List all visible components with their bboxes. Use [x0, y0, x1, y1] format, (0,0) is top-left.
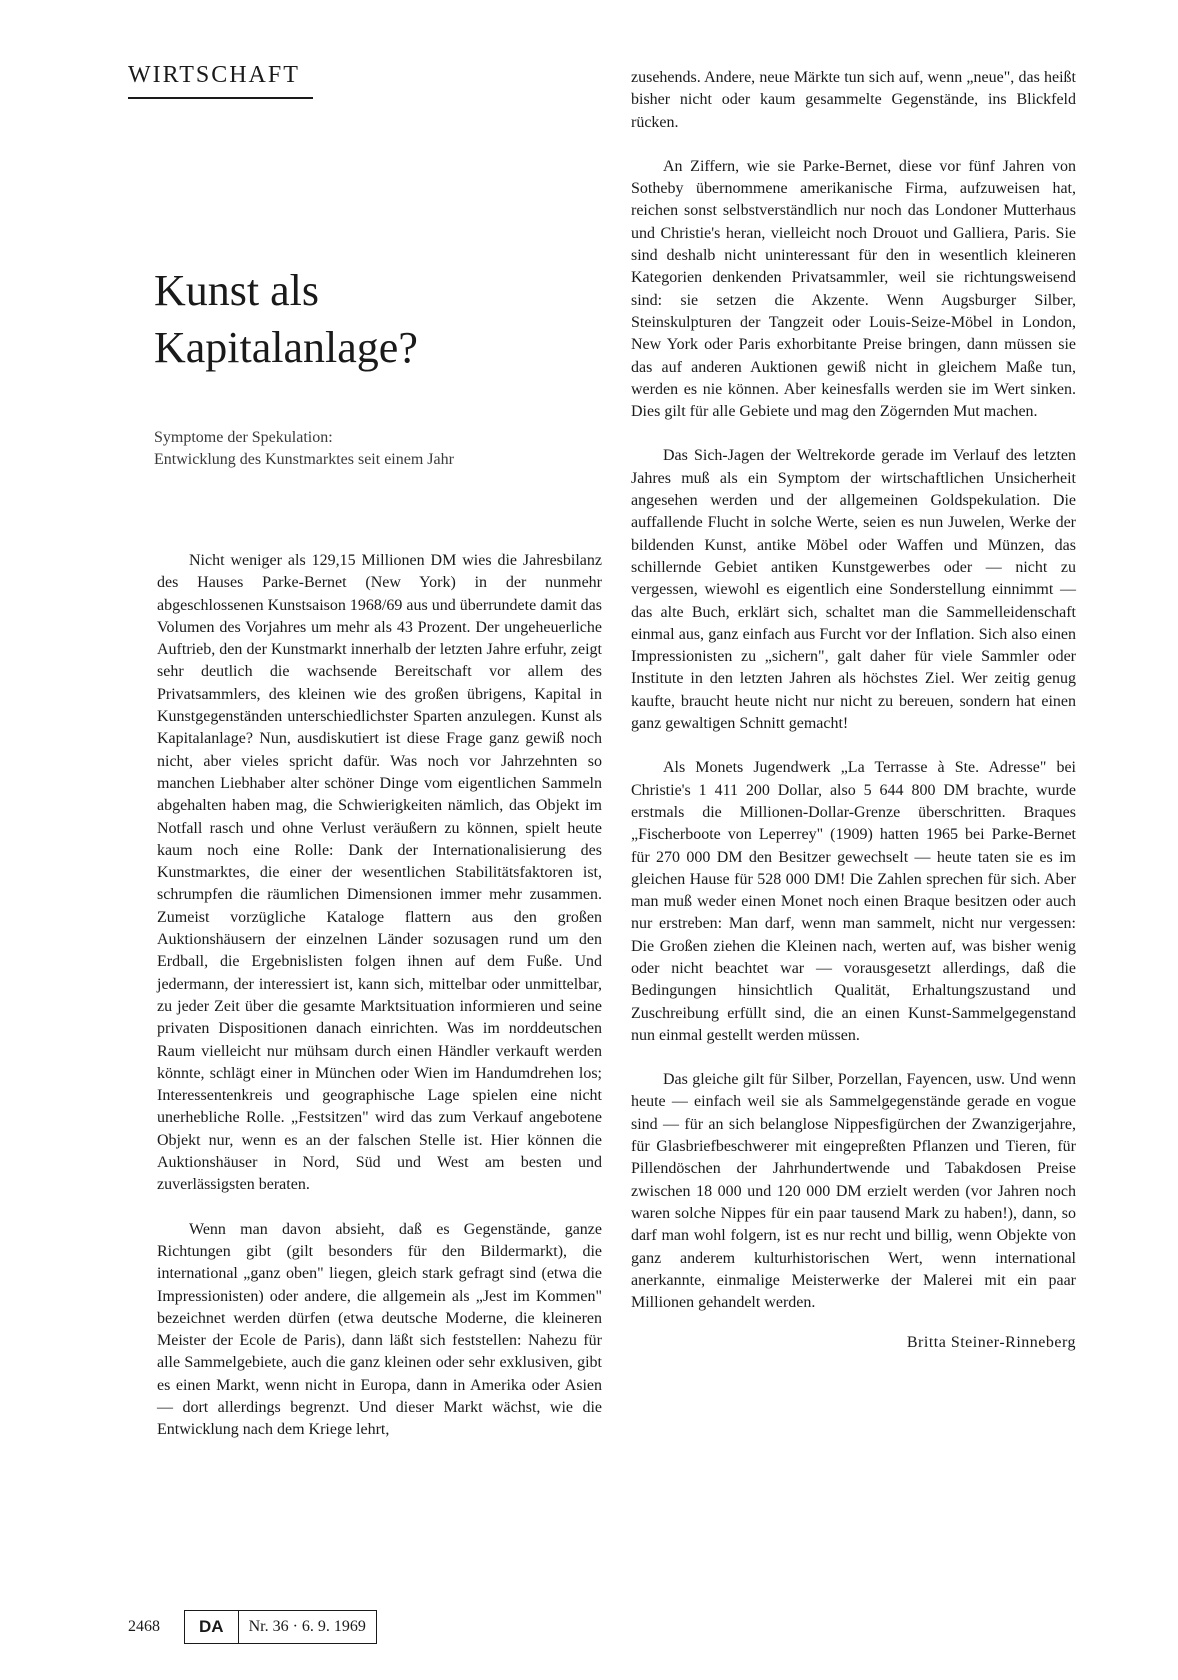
page-footer — [128, 1610, 377, 1644]
headline-line-1: Kunst als — [154, 266, 319, 315]
issue-box — [184, 1610, 377, 1644]
article-headline — [154, 262, 594, 376]
subtitle-line-1: Symptome der Spekulation: — [154, 429, 333, 446]
right-column — [631, 67, 1076, 1355]
paragraph: zusehends. Andere, neue Märkte tun sich auf, wenn „neue", das heißt bisher nicht oder kaum gesammelte Gegenstände, ins Blickfeld rücken. — [631, 69, 1076, 131]
paragraph: Das gleiche gilt für Silber, Porzellan, Fayencen, usw. Und wenn heute — einfach weil sie als Sammelgegenstände gerade en vogue sind — für an sich belanglose Nippesfigürchen der Zwanzigerjahre, für Glasbriefbeschwerer mit eingepreßten Pflanzen und Tieren, für Pillendöschen der Jahrhundertwende und Tabakdosen Preise zwischen 18 000 und 120 000 DM erzielt werden (vor Jahren noch waren solche Nippes für ein paar tausend Mark zu haben!), dann, so darf man wohl folgern, ist es nur recht und billig, wenn Objekte von ganz anderem kulturhistorischen Wert, wenn international anerkannte, einmalige Meisterwerke der Malerei mit ein paar Millionen gehandelt werden. — [631, 1071, 1076, 1312]
paragraph: An Ziffern, wie sie Parke-Bernet, diese vor fünf Jahren von Sotheby übernommene amerikanische Firma, aufzuweisen hat, reichen sonst selbstverständlich nur noch das Londoner Mutterhaus und Christie's heran, vielleicht noch Drouot und Galliera, Paris. Sie sind deshalb nicht uninteressant für den in wesentlich kleineren Kategorien denkenden Privatsammler, weil sie richtungsweisend sind: sie setzen die Akzente. Wenn Augsburger Silber, Steinskulpturen der Tangzeit oder Louis-Seize-Möbel in London, New York oder Paris exhorbitante Preise bringen, dann müssen sie das auf anderen Auktionen gewiß nicht in gleichem Maße tun, werden es nie können. Aber keinesfalls werden sie im Wert sinken. Dies gilt für alle Gebiete und mag den Zögernden Mut machen. — [631, 157, 1076, 421]
magazine-logo: DA — [185, 1611, 239, 1643]
author-byline: Britta Steiner-Rinneberg — [906, 1334, 1076, 1352]
subtitle-line-2: Entwicklung des Kunstmarktes seit einem Jahr — [154, 451, 454, 468]
issue-info: Nr. 36 · 6. 9. 1969 — [248, 1618, 366, 1635]
page-number: 2468 — [128, 1618, 160, 1635]
paragraph: Als Monets Jugendwerk „La Terrasse à Ste. Adresse" bei Christie's 1 411 200 Dollar, also 5 644 800 DM brachte, wurde erstmals die Millionen-Dollar-Grenze überschritten. Braques „Fischerboote von Leperrey" (1909) hatten 1965 bei Parke-Bernet für 270 000 DM den Besitzer gewechselt — heute taten sie es im gleichen Hause für 528 000 DM! Die Zahlen sprechen für sich. Aber man muß weder einen Monet noch einen Braque besitzen oder auch nur erstreben: Man darf, wenn man sammelt, nicht nur vergessen: Die Großen ziehen die Kleinen nach, werten auf, was bisher wenig oder nicht beachtet war — vorausgesetzt allerdings, daß die Bedingungen hinsichtlich Qualität, Erhaltungszustand und Zuschreibung erfüllt sind, die an einen Kunst-Sammelgegenstand nun einmal gestellt werden müssen. — [631, 759, 1076, 1044]
left-column — [157, 550, 602, 1464]
paragraph: Nicht weniger als 129,15 Millionen DM wies die Jahresbilanz des Hauses Parke-Bernet (New York) in der nunmehr abgeschlossenen Kunstsaison 1968/69 aus und überrundete damit das Volumen des Vorjahres um mehr als 43 Prozent. Der ungeheuerliche Auftrieb, den der Kunstmarkt innerhalb der letzten Jahre erfuhr, zeigt sehr deutlich die wachsende Bereitschaft vor allem des Privatsammlers, des kleinen wie des großen übrigens, Kapital in Kunstgegenständen unterschiedlichster Sparten anzulegen. Kunst als Kapitalanlage? Nun, ausdiskutiert ist diese Frage ganz gewiß noch nicht, aber vieles spricht dafür. Was noch vor Jahrzehnten so manchen Liebhaber alter schöner Dinge vom eigentlichen Sammeln abgehalten haben mag, die Schwierigkeiten nämlich, das Objekt im Notfall rasch und ohne Verlust veräußern zu können, spielt heute kaum noch eine Rolle: Dank der Internationalisierung des Kunstmarktes, die einer der wesentlichen Stabilitätsfaktoren ist, schrumpfen die räumlichen Dimensionen immer mehr zusammen. Zumeist vorzügliche Kataloge flattern aus den großen Auktionshäusern der einzelnen Länder sozusagen rund um den Erdball, die Ergebnislisten folgen ihnen auf dem Fuße. Und jedermann, der interessiert ist, kann sich, mittelbar oder unmittelbar, zu jeder Zeit über die gesamte Marktsituation informieren und seine privaten Dispositionen danach einrichten. Was im norddeutschen Raum vielleicht nur mühsam durch einen Händler verkauft werden könnte, schlägt einer in München oder Wien im Handumdrehen los; Interessentenkreis und geographische Lage spielen eine nicht unerhebliche Rolle. „Festsitzen" wird das zum Verkauf angebotene Objekt nur, wenn es an der falschen Stelle ist. Hier können die Auktionshäuser in Nord, Süd und West am besten und zuverlässigsten beraten. — [157, 552, 602, 1194]
section-label: WIRTSCHAFT — [128, 62, 300, 88]
headline-line-2: Kapitalanlage? — [154, 323, 418, 372]
section-rule — [128, 97, 313, 99]
paragraph: Wenn man davon absieht, daß es Gegenstände, ganze Richtungen gibt (gilt besonders für den Bildermarkt), die international „ganz oben" liegen, gleich stark gefragt sind (etwa die Impressionisten) oder andere, die allgemein als „Jest im Kommen" bezeichnet werden dürfen (etwa deutsche Moderne, die kleineren Meister der Ecole de Paris), dann läßt sich feststellen: Nahezu für alle Sammelgebiete, auch die ganz kleinen oder sehr exklusiven, gibt es einen Markt, wenn nicht in Europa, dann in Amerika oder Asien — dort allerdings begrenzt. Und dieser Markt wächst, wie die Entwicklung nach dem Kriege lehrt, — [157, 1220, 602, 1439]
paragraph: Das Sich-Jagen der Weltrekorde gerade im Verlauf des letzten Jahres muß als ein Symptom der wirtschaftlichen Unsicherheit angesehen werden und der allgemeinen Goldspekulation. Die auffallende Flucht in solche Werte, seien es nun Juwelen, Werke der bildenden Kunst, antike Möbel oder Waffen und Münzen, das schillernde Gebiet antiken Kunstgewerbes oder — nicht zu vergessen, wiewohl es eigentlich eine Sonderstellung einnimmt — das alte Buch, erklärt sich, schaltet man die Sammelleidenschaft einmal aus, ganz einfach aus Furcht vor der Inflation. Sich also einen Impressionisten zu „sichern", galt daher für viele Sammler oder Institute in den letzten Jahren als höchstes Ziel. Wer zeitig genug kaufte, braucht heute nicht nur nicht zu bereuen, sondern hat einen ganz gewaltigen Schnitt gemacht! — [631, 447, 1076, 733]
article-subtitle — [154, 427, 594, 471]
